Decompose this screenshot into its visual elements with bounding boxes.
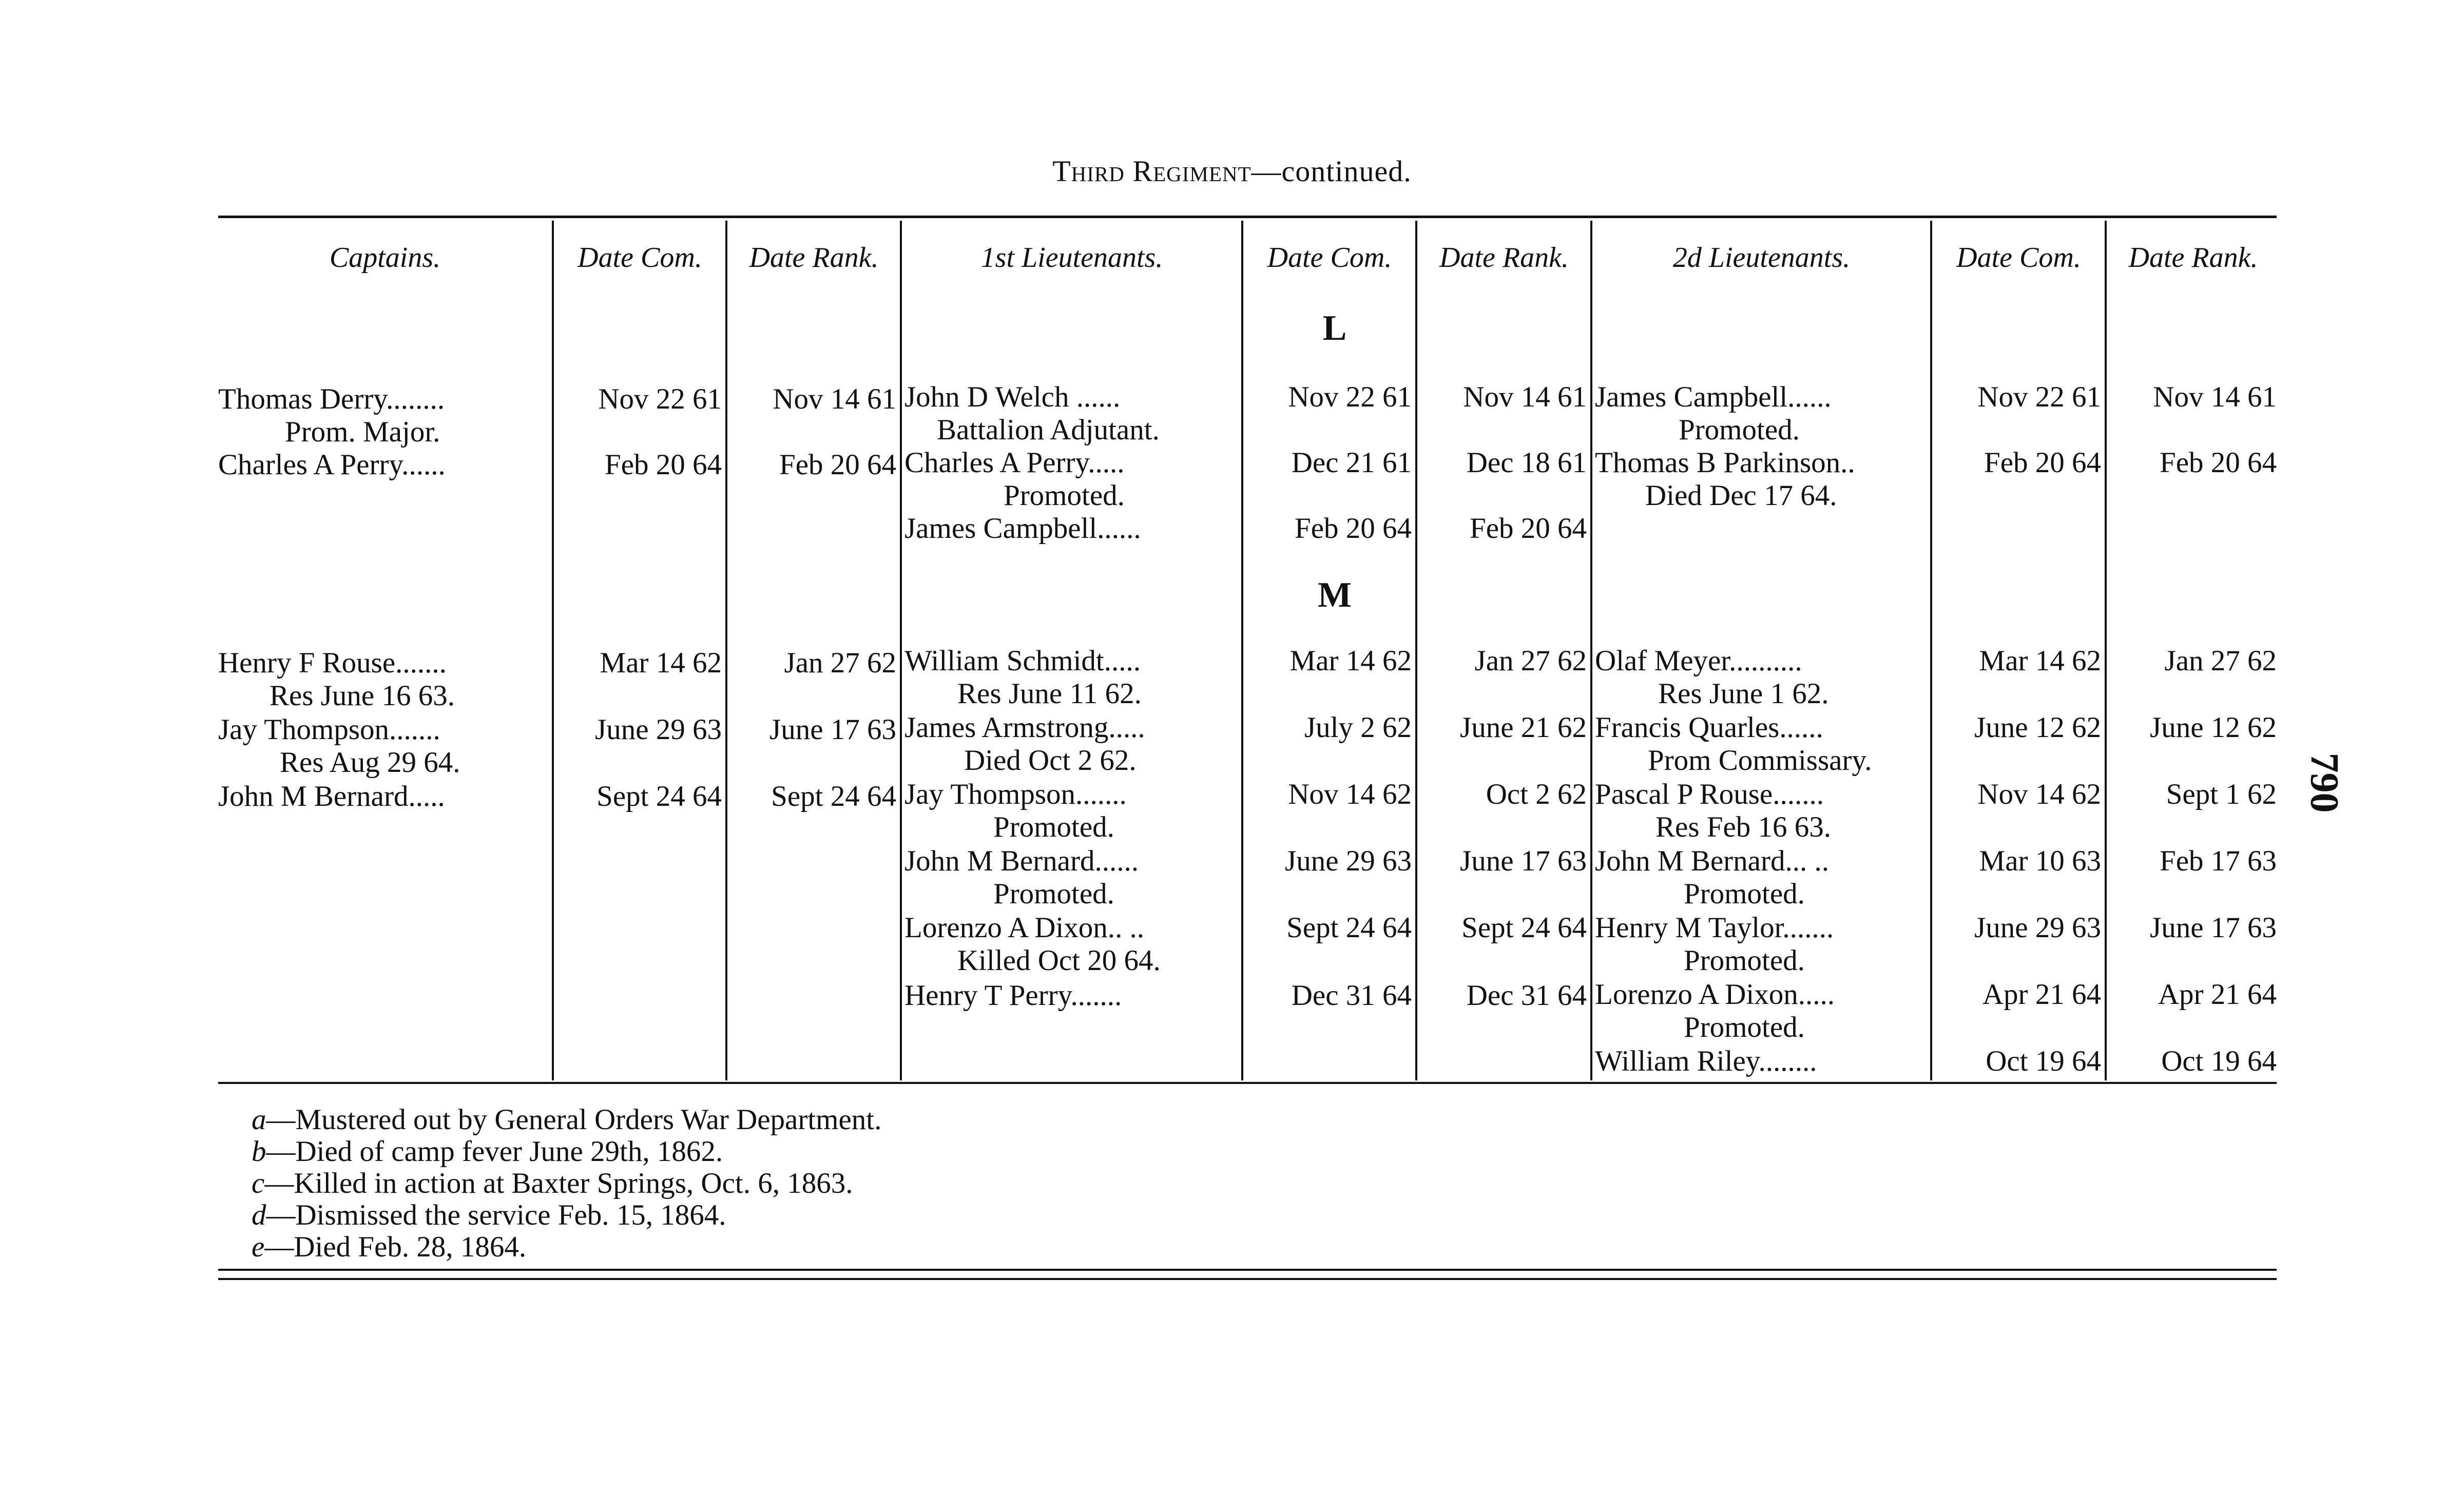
first-lt-note: Promoted.	[993, 878, 1114, 910]
first-lt-name: Jay Thompson.......	[904, 778, 1127, 810]
second-lt-date-com: Apr 21 64	[1982, 978, 2101, 1011]
company-letter: L	[1322, 308, 1347, 348]
second-lt-name: James Campbell......	[1595, 381, 1832, 413]
captain-date-com: Nov 22 61	[598, 383, 722, 415]
first-lt-date-rank: Dec 31 64	[1466, 979, 1587, 1012]
second-lt-date-rank: June 17 63	[2150, 912, 2277, 944]
second-lt-name: William Riley........	[1595, 1045, 1817, 1077]
second-lt-date-rank: Apr 21 64	[2158, 978, 2277, 1011]
col-divider-4	[1241, 221, 1243, 1080]
second-lt-date-rank: Nov 14 61	[2153, 381, 2277, 413]
first-lt-date-rank: Dec 18 61	[1466, 447, 1587, 479]
first-lt-note: Promoted.	[993, 811, 1114, 843]
first-lt-name: Lorenzo A Dixon.. ..	[904, 912, 1145, 944]
second-lt-name: John M Bernard... ..	[1595, 845, 1829, 877]
first-lt-date-com: Dec 21 61	[1291, 447, 1412, 479]
captain-date-com: Sept 24 64	[596, 780, 722, 812]
col-divider-2	[725, 221, 727, 1080]
footnote: b—Died of camp fever June 29th, 1862.	[252, 1135, 723, 1168]
captain-date-com: Feb 20 64	[605, 449, 722, 481]
first-lt-name: John D Welch ......	[904, 381, 1121, 413]
captain-date-rank: Jan 27 62	[784, 647, 896, 679]
first-lt-name: Henry T Perry.......	[904, 979, 1122, 1012]
second-lt-date-com: Mar 10 63	[1979, 845, 2101, 877]
first-lt-date-rank: June 21 62	[1460, 711, 1587, 744]
first-lt-note: Promoted.	[1004, 479, 1125, 512]
title-main: Third Regiment	[1052, 154, 1252, 188]
first-lt-date-rank: Jan 27 62	[1474, 645, 1587, 677]
title-continued: —continued.	[1251, 154, 1412, 188]
second-lt-date-com: June 12 62	[1974, 711, 2101, 744]
captain-name: John M Bernard.....	[218, 780, 445, 812]
second-lt-name: Pascal P Rouse.......	[1595, 778, 1824, 810]
second-lt-note: Died Dec 17 64.	[1645, 479, 1837, 512]
col-divider-6	[1590, 221, 1592, 1080]
col-divider-1	[552, 221, 554, 1080]
header-captains: Captains.	[329, 242, 441, 274]
header-first-lt-date-com: Date Com.	[1267, 242, 1392, 274]
top-rule	[218, 216, 2277, 218]
second-lt-note: Promoted.	[1684, 944, 1805, 977]
first-lt-name: John M Bernard......	[904, 845, 1139, 877]
header-second-lieutenants: 2d Lieutenants.	[1672, 242, 1851, 274]
second-lt-date-com: Oct 19 64	[1986, 1045, 2101, 1077]
second-lt-note: Res June 1 62.	[1658, 677, 1829, 710]
captain-note: Res Aug 29 64.	[280, 746, 460, 779]
header-second-lt-date-com: Date Com.	[1956, 242, 2081, 274]
second-lt-name: Lorenzo A Dixon.....	[1595, 978, 1835, 1011]
header-first-lieutenants: 1st Lieutenants.	[980, 242, 1163, 274]
captain-date-rank: Sept 24 64	[771, 780, 896, 812]
company-letter: M	[1317, 575, 1352, 615]
second-lt-note: Res Feb 16 63.	[1656, 811, 1831, 843]
second-lt-name: Thomas B Parkinson..	[1595, 447, 1855, 479]
second-lt-date-com: Feb 20 64	[1984, 447, 2101, 479]
second-lt-date-rank: Jan 27 62	[2164, 645, 2277, 677]
captain-note: Res June 16 63.	[270, 680, 455, 712]
captain-name: Henry F Rouse.......	[218, 647, 447, 679]
first-lt-date-rank: Nov 14 61	[1463, 381, 1587, 413]
second-lt-date-com: Nov 22 61	[1977, 381, 2101, 413]
col-divider-3	[900, 221, 902, 1080]
second-lt-note: Promoted.	[1679, 414, 1800, 446]
first-lt-date-com: July 2 62	[1304, 711, 1412, 744]
first-lt-note: Res June 11 62.	[957, 677, 1142, 710]
first-lt-date-com: Nov 14 62	[1288, 778, 1412, 810]
captain-date-com: June 29 63	[595, 713, 722, 746]
captain-name: Jay Thompson.......	[218, 713, 440, 746]
captain-date-rank: June 17 63	[769, 713, 896, 746]
captain-name: Thomas Derry........	[218, 383, 445, 415]
first-lt-name: William Schmidt.....	[904, 645, 1141, 677]
captain-date-rank: Feb 20 64	[779, 449, 896, 481]
footnote: c—Killed in action at Baxter Springs, Oct. 6, 1863.	[252, 1167, 853, 1199]
second-lt-date-rank: Oct 19 64	[2161, 1045, 2277, 1077]
first-lt-date-com: June 29 63	[1285, 845, 1412, 877]
header-captains-date-rank: Date Rank.	[749, 242, 879, 274]
first-lt-name: James Armstrong.....	[904, 711, 1145, 744]
first-lt-note: Died Oct 2 62.	[964, 744, 1137, 777]
bottom-double-rule-2	[218, 1278, 2277, 1280]
first-lt-date-rank: Sept 24 64	[1461, 912, 1587, 944]
second-lt-name: Olaf Meyer..........	[1595, 645, 1802, 677]
first-lt-date-com: Dec 31 64	[1291, 979, 1412, 1012]
second-lt-date-com: June 29 63	[1974, 912, 2101, 944]
first-lt-date-com: Feb 20 64	[1295, 512, 1412, 545]
first-lt-date-com: Sept 24 64	[1286, 912, 1412, 944]
captain-name: Charles A Perry......	[218, 449, 446, 481]
second-lt-date-rank: June 12 62	[2150, 711, 2277, 744]
header-second-lt-date-rank: Date Rank.	[2128, 242, 2258, 274]
bottom-double-rule-1	[218, 1269, 2277, 1271]
first-lt-name: Charles A Perry.....	[904, 447, 1125, 479]
footnote: e—Died Feb. 28, 1864.	[252, 1231, 527, 1263]
col-divider-7	[1930, 221, 1932, 1080]
footnote: a—Mustered out by General Orders War Department.	[252, 1103, 882, 1136]
col-divider-5	[1415, 221, 1417, 1080]
captain-date-com: Mar 14 62	[600, 647, 722, 679]
page-number: 790	[2302, 752, 2347, 813]
first-lt-note: Killed Oct 20 64.	[957, 944, 1161, 977]
first-lt-note: Battalion Adjutant.	[937, 414, 1160, 446]
second-lt-date-rank: Sept 1 62	[2166, 778, 2277, 810]
second-lt-name: Henry M Taylor.......	[1595, 912, 1834, 944]
table-bottom-rule	[218, 1082, 2277, 1084]
page-title	[0, 154, 2464, 188]
first-lt-date-rank: June 17 63	[1460, 845, 1587, 877]
first-lt-date-com: Mar 14 62	[1289, 645, 1412, 677]
col-divider-8	[2105, 221, 2107, 1080]
second-lt-note: Prom Commissary.	[1648, 744, 1872, 777]
footnote: d—Dismissed the service Feb. 15, 1864.	[252, 1199, 726, 1231]
header-captains-date-com: Date Com.	[578, 242, 702, 274]
second-lt-date-rank: Feb 20 64	[2160, 447, 2277, 479]
first-lt-date-rank: Feb 20 64	[1470, 512, 1587, 545]
captain-note: Prom. Major.	[285, 416, 440, 448]
second-lt-date-com: Nov 14 62	[1977, 778, 2101, 810]
first-lt-date-com: Nov 22 61	[1288, 381, 1412, 413]
second-lt-note: Promoted.	[1684, 878, 1805, 910]
second-lt-name: Francis Quarles......	[1595, 711, 1823, 744]
first-lt-date-rank: Oct 2 62	[1486, 778, 1587, 810]
second-lt-note: Promoted.	[1684, 1011, 1805, 1043]
first-lt-name: James Campbell......	[904, 512, 1141, 545]
header-first-lt-date-rank: Date Rank.	[1439, 242, 1569, 274]
captain-date-rank: Nov 14 61	[773, 383, 896, 415]
second-lt-date-com: Mar 14 62	[1979, 645, 2101, 677]
second-lt-date-rank: Feb 17 63	[2160, 845, 2277, 877]
